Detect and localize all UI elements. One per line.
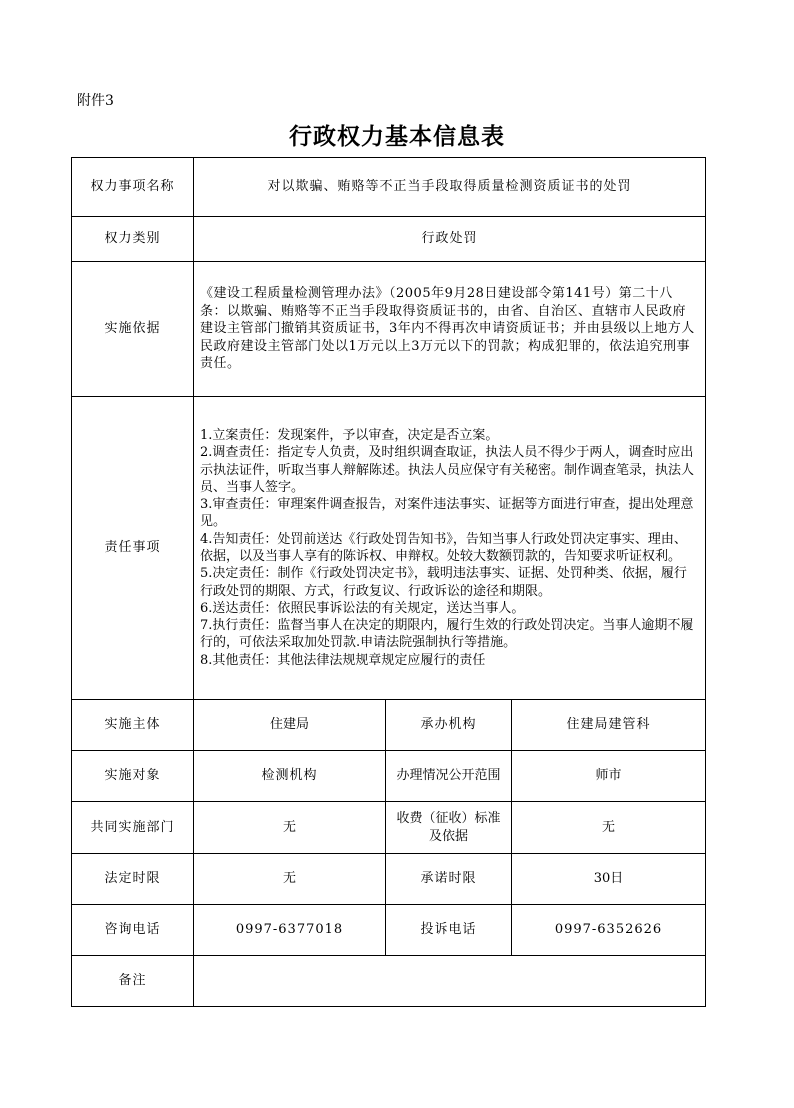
row-remark bbox=[72, 956, 706, 1007]
row-joint bbox=[72, 802, 706, 854]
row-power-category bbox=[72, 217, 706, 262]
duties-label: 责任事项 bbox=[72, 397, 194, 700]
duty-item-5: 5.决定责任：制作《行政处罚决定书》，载明违法事实、证据、处罚种类、依据，履行行政处罚的期限、方式，行政复议、行政诉讼的途径和期限。 bbox=[200, 566, 687, 599]
disclosure-scope-label: 办理情况公开范围 bbox=[386, 751, 512, 802]
disclosure-scope-value: 师市 bbox=[512, 751, 706, 802]
row-phone bbox=[72, 905, 706, 956]
duty-item-6: 6.送达责任：依照民事诉讼法的有关规定，送达当事人。 bbox=[200, 600, 525, 616]
joint-dept-label: 共同实施部门 bbox=[72, 802, 194, 854]
power-category-value: 行政处罚 bbox=[194, 217, 706, 262]
row-basis bbox=[72, 262, 706, 397]
row-subject bbox=[72, 700, 706, 751]
handling-agency-label: 承办机构 bbox=[386, 700, 512, 751]
duty-item-8: 8.其他责任：其他法律法规规章规定应履行的责任 bbox=[200, 652, 486, 668]
fee-standard-label: 收费（征收）标准及依据 bbox=[386, 802, 512, 854]
row-duties bbox=[72, 397, 706, 700]
complaint-phone-label: 投诉电话 bbox=[386, 905, 512, 956]
power-name-value: 对以欺骗、贿赂等不正当手段取得质量检测资质证书的处罚 bbox=[194, 158, 706, 217]
consult-phone-value: 0997-6377018 bbox=[194, 905, 386, 956]
duty-item-1: 1.立案责任：发现案件，予以审查，决定是否立案。 bbox=[200, 428, 499, 444]
duty-item-2: 2.调查责任：指定专人负责，及时组织调查取证，执法人员不得少于两人，调查时应出示执法证件，听取当事人辩解陈述。执法人员应保守有关秘密。制作调查笔录，执法人员、当事人签字。 bbox=[200, 445, 695, 495]
target-value: 检测机构 bbox=[194, 751, 386, 802]
consult-phone-label: 咨询电话 bbox=[72, 905, 194, 956]
legal-deadline-label: 法定时限 bbox=[72, 854, 194, 905]
subject-label: 实施主体 bbox=[72, 700, 194, 751]
complaint-phone-value: 0997-6352626 bbox=[512, 905, 706, 956]
row-power-name bbox=[72, 158, 706, 217]
promised-deadline-label: 承诺时限 bbox=[386, 854, 512, 905]
remark-label: 备注 bbox=[72, 956, 194, 1007]
fee-standard-value: 无 bbox=[512, 802, 706, 854]
duty-item-7: 7.执行责任：监督当事人在决定的期限内，履行生效的行政处罚决定。当事人逾期不履行的，可依法采取加处罚款.申请法院强制执行等措施。 bbox=[200, 618, 694, 651]
promised-deadline-value: 30日 bbox=[512, 854, 706, 905]
power-category-label: 权力类别 bbox=[72, 217, 194, 262]
page-title: 行政权力基本信息表 bbox=[289, 123, 505, 150]
legal-deadline-value: 无 bbox=[194, 854, 386, 905]
duty-item-3: 3.审查责任：审理案件调查报告，对案件违法事实、证据等方面进行审查，提出处理意见。 bbox=[200, 497, 694, 530]
attachment-label: 附件3 bbox=[77, 93, 114, 109]
duty-item-4: 4.告知责任：处罚前送达《行政处罚告知书》，告知当事人行政处罚决定事实、理由、依据，以及当事人享有的陈诉权、申辩权。处较大数额罚款的，告知要求听证权利。 bbox=[200, 531, 687, 564]
row-deadline bbox=[72, 854, 706, 905]
remark-value bbox=[194, 956, 706, 1007]
handling-agency-value: 住建局建管科 bbox=[512, 700, 706, 751]
basis-label: 实施依据 bbox=[72, 262, 194, 397]
basis-value: 《建设工程质量检测管理办法》（2005年9月28日建设部令第141号）第二十八条：以欺骗、贿赂等不正当手段取得资质证书的，由省、自治区、直辖市人民政府建设主管部门撤销其资质证书，3年内不得再次申请资质证书；并由县级以上地方人民政府建设主管部门处以1万元以上3万元以下的罚款；构成犯罪的，依法追究刑事责任。 bbox=[194, 262, 706, 397]
info-table bbox=[71, 157, 706, 1007]
joint-dept-value: 无 bbox=[194, 802, 386, 854]
target-label: 实施对象 bbox=[72, 751, 194, 802]
power-name-label: 权力事项名称 bbox=[72, 158, 194, 217]
row-target bbox=[72, 751, 706, 802]
duties-list bbox=[194, 397, 706, 700]
subject-value: 住建局 bbox=[194, 700, 386, 751]
